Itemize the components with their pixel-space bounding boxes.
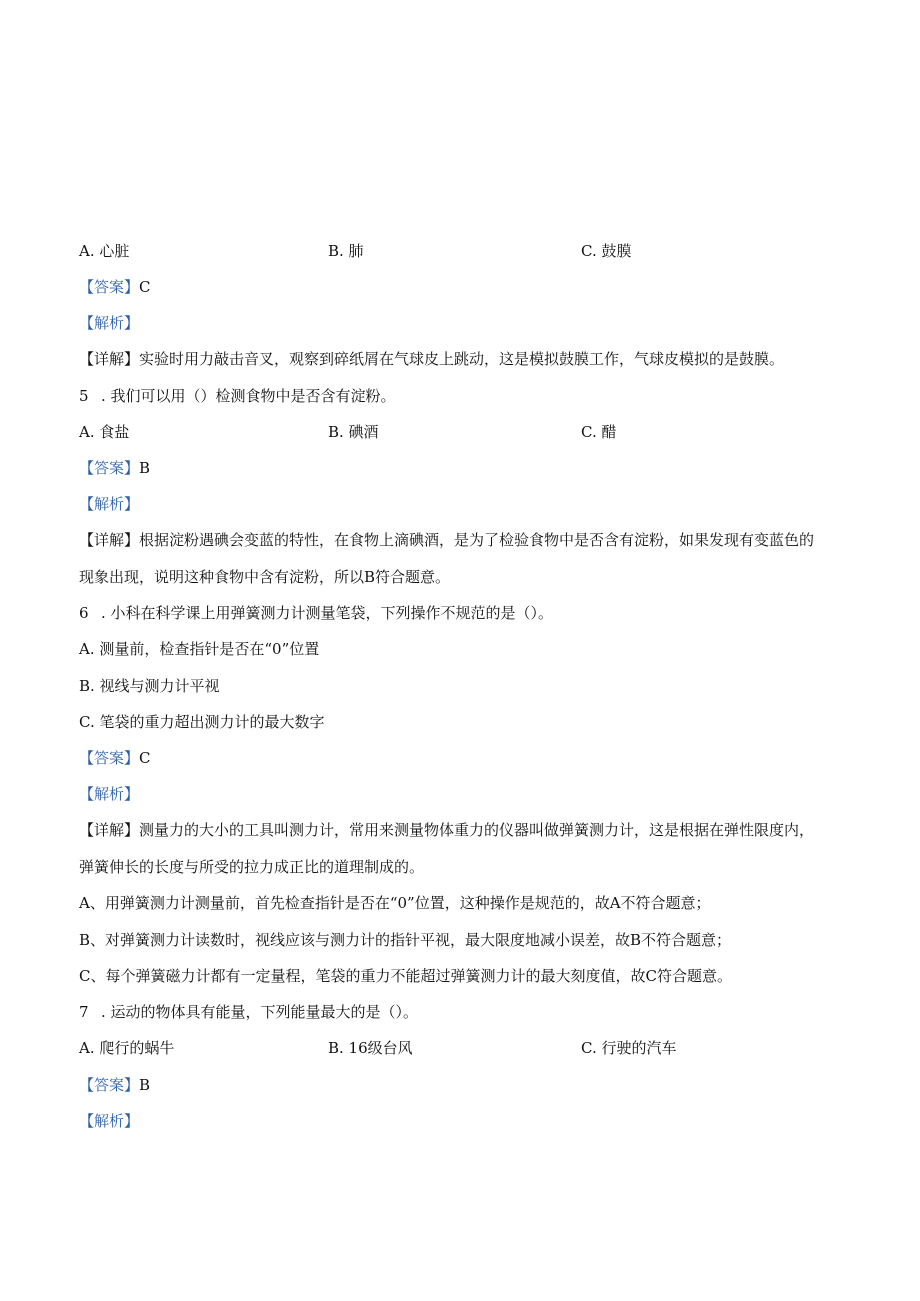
q7-answer xyxy=(79,1075,150,1095)
detail-text: 测量力的大小的工具叫测力计，常用来测量物体重力的仪器叫做弹簧测力计，这是根据在弹性限度内， xyxy=(139,821,815,839)
answer-tag: 【答案】 xyxy=(79,1076,140,1094)
q6-answer xyxy=(79,748,151,768)
q4-option-b: B. 肺 xyxy=(328,242,364,260)
answer-value: B xyxy=(139,1076,151,1094)
q6-option-b: B. 视线与测力计平视 xyxy=(79,677,220,695)
q6-analysis-tag: 【解析】 xyxy=(79,785,140,803)
q5-answer xyxy=(79,458,150,478)
answer-value: C xyxy=(139,278,151,296)
detail-text: 根据淀粉遇碘会变蓝的特性，在食物上滴碘酒，是为了检验食物中是否含有淀粉，如果发现有变蓝色的 xyxy=(139,531,815,549)
q6-option-a: A. 测量前，检查指针是否在“0”位置 xyxy=(79,640,320,658)
detail-tag: 【详解】 xyxy=(79,531,140,549)
answer-tag: 【答案】 xyxy=(79,749,140,767)
q5-option-c: C. 醋 xyxy=(581,423,617,441)
q5-analysis-tag: 【解析】 xyxy=(79,495,140,513)
q5-option-b: B. 碘酒 xyxy=(328,423,379,441)
detail-tag: 【详解】 xyxy=(79,350,140,368)
q5-question xyxy=(79,386,396,406)
q7-question xyxy=(79,1002,418,1022)
answer-tag: 【答案】 xyxy=(79,459,140,477)
q5-option-a: A. 食盐 xyxy=(79,423,130,441)
q5-detail-cont: 现象出现，说明这种食物中含有淀粉，所以B符合题意。 xyxy=(79,568,451,586)
q4-detail xyxy=(79,349,784,369)
q6-detail xyxy=(79,820,814,840)
q7-option-a: A. 爬行的蜗牛 xyxy=(79,1039,175,1057)
q4-option-c: C. 鼓膜 xyxy=(581,242,632,260)
question-number: 7 xyxy=(79,1003,89,1021)
q4-analysis-tag: 【解析】 xyxy=(79,314,140,332)
question-number: 5 xyxy=(79,387,89,405)
question-number: 6 xyxy=(79,604,89,622)
answer-value: C xyxy=(139,749,151,767)
q6-explain-b: B、对弹簧测力计读数时，视线应该与测力计的指针平视，最大限度地减小误差，故B不符合题意； xyxy=(79,931,732,949)
q7-option-c: C. 行驶的汽车 xyxy=(581,1039,677,1057)
answer-value: B xyxy=(139,459,151,477)
q7-analysis-tag: 【解析】 xyxy=(79,1112,140,1130)
q6-explain-a: A、用弹簧测力计测量前，首先检查指针是否在“0”位置，这种操作是规范的，故A不符合题意； xyxy=(79,894,711,912)
q6-option-c: C. 笔袋的重力超出测力计的最大数字 xyxy=(79,713,325,731)
q5-detail xyxy=(79,530,814,550)
q4-option-a: A. 心脏 xyxy=(79,242,130,260)
detail-text: 实验时用力敲击音叉，观察到碎纸屑在气球皮上跳动，这是模拟鼓膜工作，气球皮模拟的是鼓膜。 xyxy=(139,350,785,368)
question-text: . 小科在科学课上用弹簧测力计测量笔袋，下列操作不规范的是（）。 xyxy=(101,604,554,622)
q7-option-b: B. 16级台风 xyxy=(328,1039,413,1057)
answer-tag: 【答案】 xyxy=(79,278,140,296)
q6-detail-cont: 弹簧伸长的长度与所受的拉力成正比的道理制成的。 xyxy=(79,858,425,876)
detail-tag: 【详解】 xyxy=(79,821,140,839)
q4-answer xyxy=(79,277,151,297)
question-text: . 我们可以用（）检测食物中是否含有淀粉。 xyxy=(101,387,396,405)
question-text: . 运动的物体具有能量，下列能量最大的是（）。 xyxy=(101,1003,419,1021)
q6-explain-c: C、每个弹簧磁力计都有一定量程，笔袋的重力不能超过弹簧测力计的最大刻度值，故C符合题意。 xyxy=(79,967,732,985)
q6-question xyxy=(79,603,553,623)
